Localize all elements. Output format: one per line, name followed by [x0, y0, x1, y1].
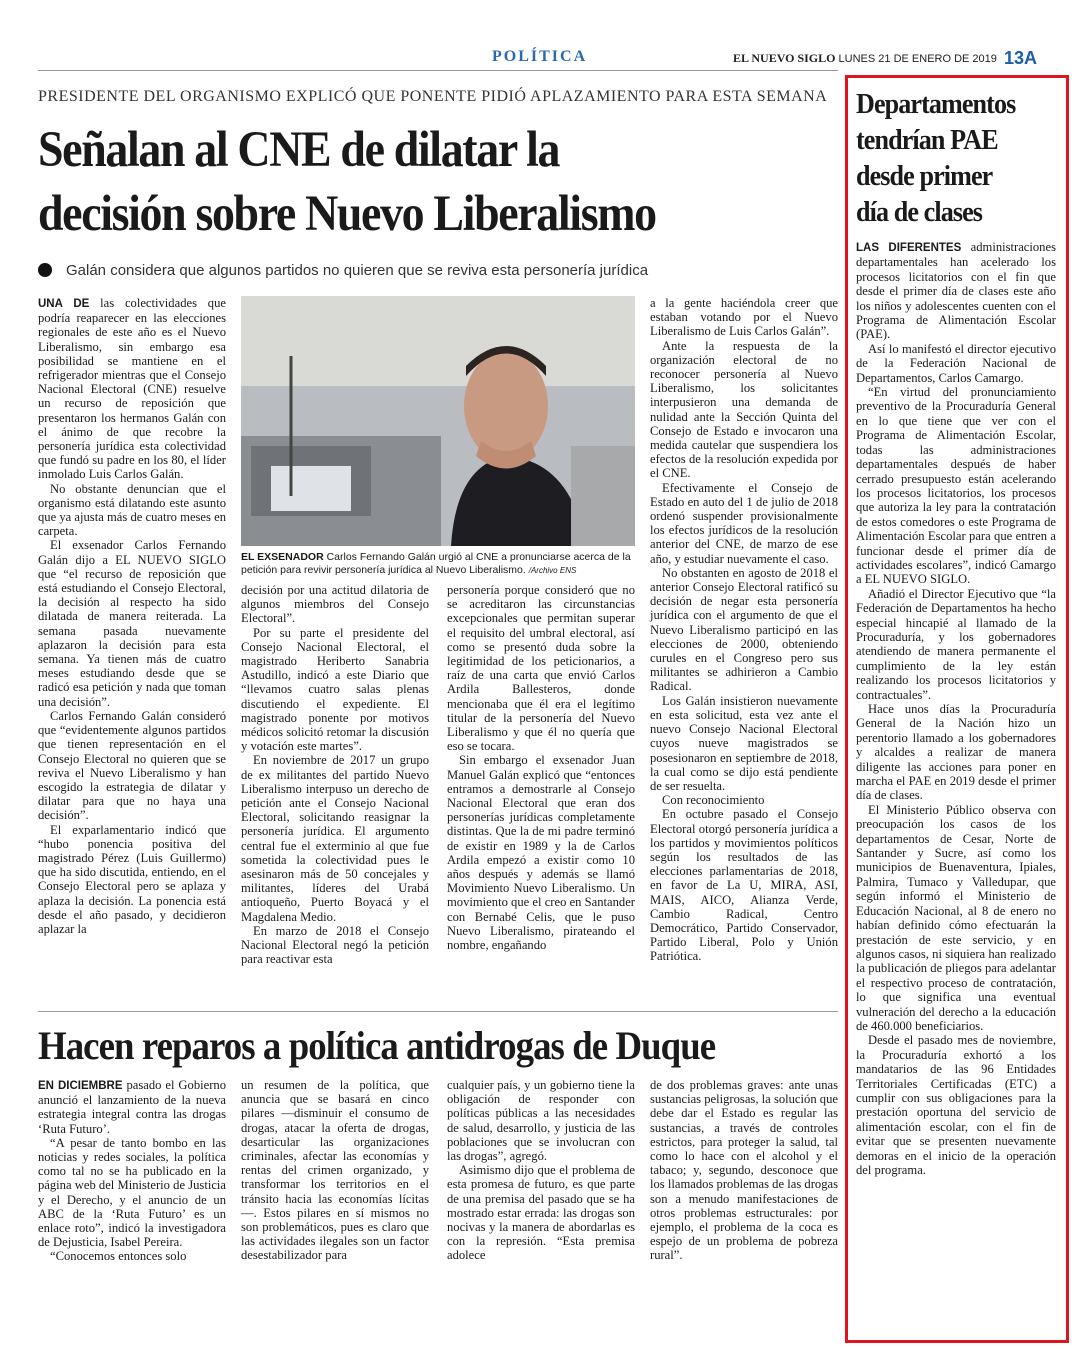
- sidebar-title-line-3: desde primer: [856, 160, 993, 192]
- article-column-2: [241, 583, 429, 966]
- paragraph: Efectivamente el Consejo de Estado en auto del 1 de julio de 2018 ordenó suspender provisionalmente los efectos jurídicos de la resolución anterior del CNE, de marzo de ese año, y estudiar nuevamente el caso.: [650, 480, 838, 566]
- paragraph: En noviembre de 2017 un grupo de ex militantes del partido Nuevo Liberalismo interpuso un derecho de petición ante el Consejo Nacional Electoral, solicitando reasignar la personería jurídica. El argumento central fue el exterminio al que fue sometida la colectividad pues le asesinaron más de 50 concejales y militantes, líderes del Urabá antioqueño, Puerto Boyacá y el Magdalena Medio.: [241, 753, 429, 924]
- page-number: 13A: [1003, 48, 1037, 68]
- masthead-brand: EL NUEVO SIGLO: [733, 51, 836, 65]
- headline-line-1: Señalan al CNE de dilatar la: [38, 122, 560, 178]
- article-subhead: [38, 262, 838, 279]
- article-column-3: [447, 583, 635, 952]
- header-rule: [38, 70, 838, 71]
- paragraph: No obstante denuncian que el organismo está dilatando este asunto que ya ajusta más de cuatro meses en carpeta.: [38, 481, 226, 539]
- second-column-2: [241, 1078, 429, 1263]
- photo-credit: /Archivo ENS: [528, 566, 577, 575]
- paragraph: Ante la respuesta de la organización electoral de no reconocer personería al Nuevo Liberalismo, los solicitantes interpusieron una demanda de nulidad ante la Sección Quinta del Consejo de Estado e invocaron una medida cautelar que suspendiera los efectos de la resolución expedida por el CNE.: [650, 338, 838, 481]
- paragraph: administraciones departamentales han acelerado los procesos licitatorios con el fin que desde el primer día de clases este año los niños y adolescentes cuenten con el Programa de Alimentación Escolar (PAE).: [856, 240, 1056, 342]
- paragraph: Carlos Fernando Galán consideró que “evidentemente algunos partidos que tienen representación en el Consejo Electoral no quieren que se reviva el Nuevo Liberalismo y han escogido la estrategia de dilatar y dilatar para que no haya una decisión”.: [38, 708, 226, 823]
- paragraph: Hace unos días la Procuraduría General de la Nación hizo un perentorio llamado a los gobernadores y alcaldes a realizar de manera diligente las acciones para poner en marcha el PAE en 2019 desde el primer día de clases.: [856, 702, 1056, 803]
- masthead-date: LUNES 21 DE ENERO DE 2019: [838, 53, 997, 65]
- second-column-4: [650, 1078, 838, 1263]
- subhead-text: Galán considera que algunos partidos no quieren que se reviva esta personería jurídica: [66, 262, 649, 279]
- sidebar-title-line-4: día de clases: [856, 196, 983, 228]
- article-column-1: [38, 296, 226, 936]
- paragraph: Los Galán insistieron nuevamente en esta solicitud, esta vez ante el nuevo Consejo Nacional Electoral cuyos nueve magistrados se posesionaron en septiembre de 2018, la cual como se dijo está pendiente de ser resuelta.: [650, 693, 838, 793]
- paragraph: Sin embargo el exsenador Juan Manuel Galán explicó que “entonces entramos a demostrarle al Consejo Nacional Electoral que eran dos personerías jurídicas completamente distintas. Que la de mi padre terminó de existir en 1989 y la de Carlos Ardila empezó a existir como 10 años después y además se llamó Movimiento Nuevo Liberalismo. Un movimiento que el creo en Santander con Bernabé Celis, que le puso Nuevo Liberalismo, pirateando el nombre, engañando: [447, 753, 635, 953]
- paragraph: Desde el pasado mes de noviembre, la Procuraduría exhortó a los mandatarios de las 96 Entidades Territoriales Certificadas (ETC) a cumplir con sus obligaciones para la prestación oportuna del servicio de alimentación escolar, con el fin de evitar que se presenten nuevamente demoras en el inicio de la operación del programa.: [856, 1033, 1056, 1177]
- paragraph: “A pesar de tanto bombo en las noticias y redes sociales, la política como tal no se ha publicado en la página web del Ministerio de Justicia y el Derecho, y el anuncio de un ABC de la ‘Ruta Futuro’ es un enlace roto”, indicó la investigadora de Dejusticia, Isabel Pereira.: [38, 1135, 226, 1250]
- lead-in: UNA DE: [38, 298, 90, 310]
- article-divider: [38, 1011, 838, 1012]
- subheading: Con reconocimiento: [662, 793, 765, 808]
- photo-caption: [241, 551, 635, 577]
- section-label: POLÍTICA: [492, 48, 588, 65]
- paragraph: Así lo manifestó el director ejecutivo de la Federación Nacional de Departamentos, Carlos Camargo.: [856, 341, 1056, 385]
- paragraph: cualquier país, y un gobierno tiene la obligación de responder con políticas públicas a las necesidades de salud, desarrollo, y justicia de las poblaciones que se involucran con las drogas”, agregó.: [447, 1078, 635, 1164]
- paragraph: Asimismo dijo que el problema de esta promesa de futuro, es que parte de una premisa del pasado que se ha mostrado estar errada: las drogas son nocivas y la manera de abordarlas es con la represión. “Esta premisa adolece: [447, 1163, 635, 1263]
- caption-text: Carlos Fernando Galán urgió al CNE a pronunciarse acerca de la petición para revivir personería jurídica al Nuevo Liberalismo.: [241, 551, 631, 576]
- bullet-icon: [38, 263, 52, 277]
- paragraph: No obstanten en agosto de 2018 el anterior Consejo Electoral ratificó su decisión de negar esta personería jurídica con el argumento de que el Nuevo Liberalismo participó en las elecciones de 2000, obteniendo curules en el Congreso pero sus militantes se adhirieron a Cambio Radical.: [650, 565, 838, 694]
- paragraph: “Conocemos entonces solo: [50, 1249, 187, 1264]
- sidebar-title-line-2: tendrían PAE: [856, 124, 998, 156]
- lead-in: LAS DIFERENTES: [856, 242, 962, 254]
- sidebar-body: [856, 240, 1056, 1177]
- paragraph: El Ministerio Público observa con preocupación los casos de los departamentos de Cesar, Norte de Santander y Sucre, así como los municipios de Buenaventura, Ipiales, Palmira, Tumaco y Valledupar, que según informó el Ministerio de Educación Nacional, al 8 de enero no habían definido cómo efectuarán la prestación de este servicio, y en algunos casos, ni siquiera han realizado la publicación de pliegos para adelantar el respectivo proceso de contratación, lo que significa una eventual vulneración del derecho a la educación de 460.000 beneficiarios.: [856, 802, 1056, 1033]
- paragraph: El exsenador Carlos Fernando Galán dijo a EL NUEVO SIGLO que “el recurso de reposición que está estudiando el Consejo Electoral, la decisión al respecto ha sido dilatada de manera reiterada. La semana pasada nuevamente aplazaron la decisión para esta semana. Ya tienen más de cuatro meses estudiando desde que se radicó esa petición y nada que toman una decisión”.: [38, 538, 226, 709]
- article-column-4: [650, 296, 838, 964]
- paragraph: Por su parte el presidente del Consejo Nacional Electoral, el magistrado Heriberto Sanabria Astudillo, indicó a este Diario que “llevamos cuatro salas plenas discutiendo el expediente. El magistrado ponente por motivos médicos solicitó retomar la discusión y votación este martes”.: [241, 625, 429, 754]
- paragraph: Añadió el Director Ejecutivo que “la Federación de Departamentos ha hecho especial hincapié al llamado de la Procuraduría, y los gobernadores atendiendo de manera permanente el cumplimiento de la ley están realizando los procesos licitatorios y contractuales”.: [856, 586, 1056, 702]
- headline-line-2: decisión sobre Nuevo Liberalismo: [38, 186, 656, 242]
- masthead: [733, 48, 1037, 69]
- paragraph: de dos problemas graves: ante unas sustancias peligrosas, la solución que debe dar el Estado es regular las sustancias, a través de controles estrictos, para proteger la salud, tal como lo hace con el alcohol y el tabaco; y, segundo, desconoce que los llamados problemas de las drogas son a menudo manifestaciones de otros problemas estructurales: por ejemplo, el problema de la coca es espejo de un problema de pobreza rural”.: [650, 1078, 838, 1263]
- photo-illustration: [241, 296, 635, 546]
- second-column-1: [38, 1078, 226, 1264]
- paragraph: En marzo de 2018 el Consejo Nacional Electoral negó la petición para reactivar esta: [241, 923, 429, 967]
- article-photo: [241, 296, 635, 546]
- paragraph: “En virtud del pronunciamiento preventivo de la Procuraduría General en lo que tiene que ver con el Programa de Alimentación Escolar, todas las administraciones departamentales después de haber cerrado presupuesto están acelerando los procesos licitatorios, los procesos que autoriza la ley para la contratación de estos comedores o este Programa de Alimentación Escolar para que entren a funcionar desde el primer día de actividades escolares”, indicó Camargo a EL NUEVO SIGLO.: [856, 385, 1056, 587]
- article-headline: [38, 118, 830, 246]
- caption-lead: EL EXSENADOR: [241, 551, 324, 563]
- paragraph: personería porque consideró que no se acreditaron las circunstancias excepcionales que permitan superar el requisito del umbral electoral, así como se presentó duda sobre la legitimidad de los peticionarios, a raíz de una carta que envió Carlos Ardila Ballesteros, donde mencionaba que él era el legítimo titular de la personería del Nuevo Liberalismo y que él no quería que eso se tocara.: [447, 583, 635, 754]
- paragraph: las colectividades que podría reaparecer en las elecciones regionales de este año es el Nuevo Liberalismo, sin embargo esa posibilidad se mantiene en el refrigerador mientras que el Consejo Nacional Electoral (CNE) resuelve un recurso de reposición que presentaron los hermanos Galán con el ánimo de que recobre la personería jurídica esta colectividad que fundó su padre en los 80, el líder inmolado Luis Carlos Galán.: [38, 296, 226, 482]
- second-headline: Hacen reparos a política antidrogas de Duque: [38, 1023, 716, 1068]
- paragraph: decisión por una actitud dilatoria de algunos miembros del Consejo Electoral”.: [241, 583, 429, 626]
- lead-in: EN DICIEMBRE: [38, 1080, 123, 1092]
- paragraph: El exparlamentario indicó que “hubo ponencia positiva del magistrado Pérez (Luis Guillermo) que ha sido discutida, entiendo, en el Consejo Electoral pero se aplaza y aplaza la decisión. La ponencia está desde el año pasado, y decidieron aplazar la: [38, 822, 226, 936]
- sidebar-title: [856, 86, 1054, 230]
- sidebar-title-line-1: Departamentos: [856, 88, 1016, 120]
- paragraph: pasado el Gobierno anunció el lanzamiento de la nueva estrategia integral contra las drogas ‘Ruta Futuro’.: [38, 1078, 226, 1136]
- paragraph: un resumen de la política, que anuncia que se basará en cinco pilares —disminuir el consumo de drogas, atacar la oferta de drogas, desarticular las organizaciones criminales, afectar las economías y rentas del crimen organizado, y transformar los territorios en el tránsito hacia las economías lícitas—. Estos pilares en sí mismos no son problemáticos, pues es claro que las actividades ilegales son un factor desestabilizador para: [241, 1078, 429, 1263]
- paragraph: a la gente haciéndola creer que estaban votando por el Nuevo Liberalismo de Luis Carlos Galán”.: [650, 296, 838, 339]
- second-column-3: [447, 1078, 635, 1263]
- paragraph: En octubre pasado el Consejo Electoral otorgó personería jurídica a los partidos y movimientos políticos según los resultados de las elecciones parlamentarias de 2018, en favor de La U, MIRA, ASI, MAIS, AICO, Alianza Verde, Cambio Radical, Centro Democrático, Partido Conservador, Partido Liberal, Polo y Unión Patriótica.: [650, 807, 838, 964]
- article-kicker: PRESIDENTE DEL ORGANISMO EXPLICÓ QUE PONENTE PIDIÓ APLAZAMIENTO PARA ESTA SEMANA: [38, 88, 828, 105]
